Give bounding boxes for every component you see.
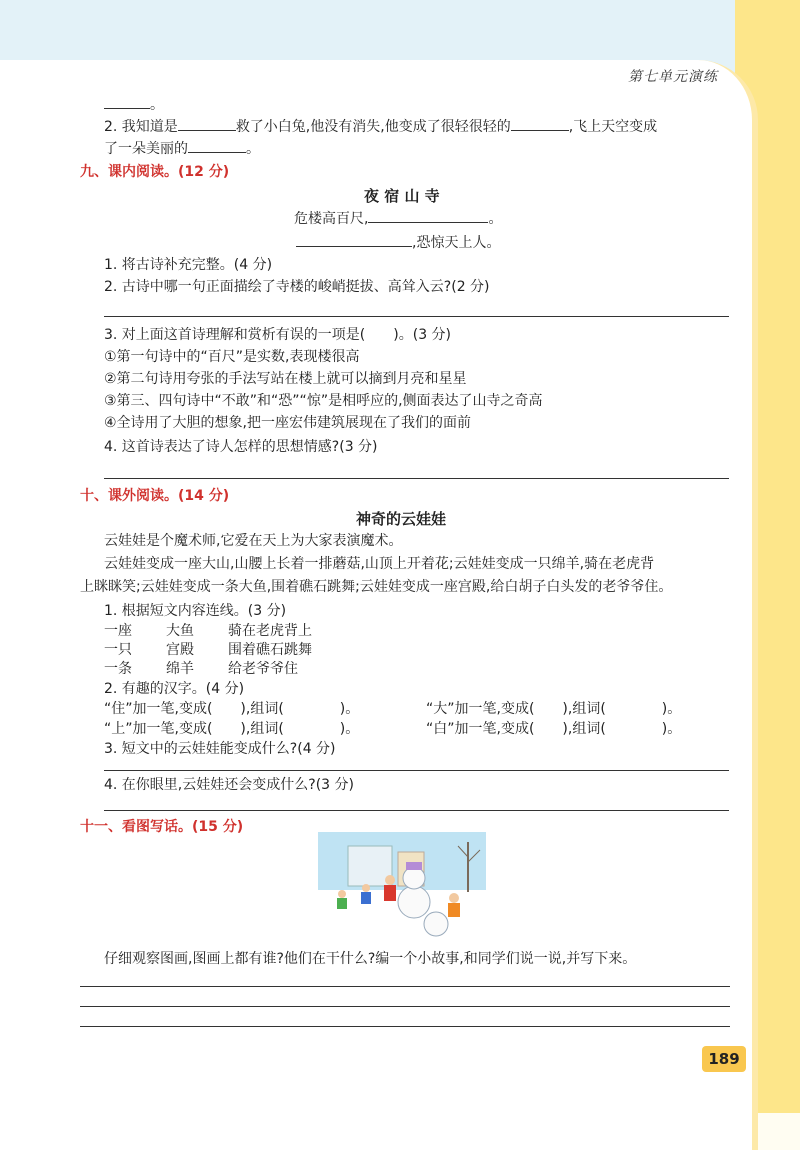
writing-line[interactable] [80, 1006, 730, 1007]
section-11-heading: 十一、看图写话。(15 分) [80, 819, 244, 835]
section-10-heading: 十、课外阅读。(14 分) [80, 488, 230, 504]
answer-blank[interactable] [178, 116, 236, 131]
child-coat [448, 903, 460, 917]
answer-blank[interactable] [188, 138, 246, 153]
s10-q3: 3. 短文中的云娃娃能变成什么?(4 分) [104, 741, 336, 757]
match-right-3[interactable]: 给老爷爷住 [228, 661, 298, 677]
answer-line[interactable] [104, 316, 729, 317]
match-left-2[interactable]: 一只 [104, 642, 132, 658]
s9-q2: 2. 古诗中哪一句正面描绘了寺楼的峻峭挺拔、高耸入云?(2 分) [104, 279, 490, 295]
snowman-illustration [318, 832, 486, 938]
s10-q4: 4. 在你眼里,云娃娃还会变成什么?(3 分) [104, 777, 354, 793]
writing-line[interactable] [80, 986, 730, 987]
match-left-3[interactable]: 一条 [104, 661, 132, 677]
poem-line-1: 危楼高百尺, 。 [294, 208, 502, 228]
section-9-heading: 九、课内阅读。(12 分) [80, 164, 230, 180]
s11-prompt: 仔细观察图画,图画上都有谁?他们在干什么?编一个小故事,和同学们说一说,并写下来。 [104, 951, 637, 967]
hanzi-item-2: “大”加一笔,变成( ),组词( )。 [426, 701, 682, 717]
child-coat [384, 885, 396, 901]
hanzi-item-3: “上”加一笔,变成( ),组词( )。 [104, 721, 360, 737]
s9-option-3: ③第三、四句诗中“不敢”和“恐”“惊”是相呼应的,侧面表达了山寺之奇高 [104, 393, 543, 409]
prev-q2-line2: 了一朵美丽的 。 [104, 138, 260, 158]
writing-line[interactable] [80, 1026, 730, 1027]
answer-line[interactable] [104, 770, 729, 771]
answer-line[interactable] [104, 478, 729, 479]
hanzi-item-1: “住”加一笔,变成( ),组词( )。 [104, 701, 360, 717]
child-head [338, 890, 346, 898]
snowball [424, 912, 448, 936]
answer-blank[interactable] [296, 232, 412, 247]
s9-option-4: ④全诗用了大胆的想象,把一座宏伟建筑展现在了我们的面前 [104, 415, 471, 431]
hanzi-item-4: “白”加一笔,变成( ),组词( )。 [426, 721, 682, 737]
story-paragraph-1: 云娃娃是个魔术师,它爱在天上为大家表演魔术。 [104, 533, 403, 549]
s9-option-2: ②第二句诗用夸张的手法写站在楼上就可以摘到月亮和星星 [104, 371, 467, 387]
match-mid-2[interactable]: 宫殿 [166, 642, 194, 658]
match-right-1[interactable]: 骑在老虎背上 [228, 623, 312, 639]
child-coat [337, 898, 347, 909]
story-paragraph-2a: 云娃娃变成一座大山,山腰上长着一排蘑菇,山顶上开着花;云娃娃变成一只绵羊,骑在老虎背 [104, 556, 655, 572]
child-head [385, 875, 395, 885]
story-title: 神奇的云娃娃 [356, 510, 447, 528]
match-right-2[interactable]: 围着礁石跳舞 [228, 642, 312, 658]
match-left-1[interactable]: 一座 [104, 623, 132, 639]
answer-blank[interactable] [104, 94, 150, 109]
unit-header: 第七单元演练 [628, 69, 718, 85]
s9-q1: 1. 将古诗补充完整。(4 分) [104, 257, 273, 273]
carryover-line: 。 [104, 94, 164, 114]
s9-q4: 4. 这首诗表达了诗人怎样的思想情感?(3 分) [104, 439, 378, 455]
snowman-body [398, 886, 430, 918]
page-number: 189 [702, 1046, 746, 1072]
match-mid-3[interactable]: 绵羊 [166, 661, 194, 677]
child-coat [361, 892, 371, 904]
poem-line-2: ,恐惊天上人。 [296, 232, 500, 252]
s10-q1: 1. 根据短文内容连线。(3 分) [104, 603, 287, 619]
answer-line[interactable] [104, 810, 729, 811]
poem-title: 夜 宿 山 寺 [364, 187, 440, 205]
answer-blank[interactable] [368, 208, 488, 223]
s9-q3: 3. 对上面这首诗理解和赏析有误的一项是( )。(3 分) [104, 327, 452, 343]
match-mid-1[interactable]: 大鱼 [166, 623, 194, 639]
s10-q2: 2. 有趣的汉字。(4 分) [104, 681, 245, 697]
s9-option-1: ①第一句诗中的“百尺”是实数,表现楼很高 [104, 349, 360, 365]
answer-blank[interactable] [511, 116, 569, 131]
snowman-hat [406, 862, 422, 870]
prev-q2-line1: 2. 我知道是 救了小白兔,他没有消失,他变成了很轻很轻的 ,飞上天空变成 [104, 116, 657, 136]
story-paragraph-2b: 上眯眯笑;云娃娃变成一条大鱼,围着礁石跳舞;云娃娃变成一座宫殿,给白胡子白头发的老爷爷住。 [80, 579, 673, 595]
child-head [449, 893, 459, 903]
child-head [362, 884, 370, 892]
snowman-head [403, 867, 425, 889]
